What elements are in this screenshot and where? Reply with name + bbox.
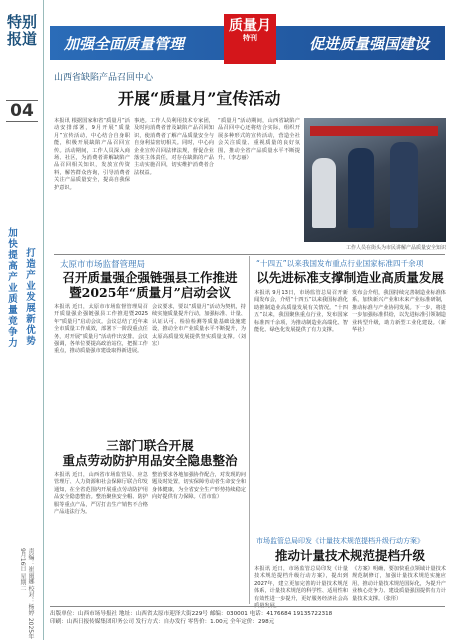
logo-text: 质量月 xyxy=(229,18,271,34)
article4-column-1: 本报讯 9月13日，市场监管总局召开新闻发布会，介绍“十四五”以来我国标准化助推制造业高质量发展有关情况。“十四五”以来，我国聚焦重点行业，发布国家标准四千余项，为推动制造业高端化、智能化、绿色化发展提供了有力支撑。 xyxy=(254,290,348,334)
article5-kicker: 市场监管总局印发《计量技术规范提档升级行动方案》 xyxy=(256,537,424,545)
page-footer xyxy=(50,606,445,626)
article2-title-line1: 召开质量强企强链强县工作推进 xyxy=(62,270,238,285)
article1-photo xyxy=(304,118,446,242)
article1-column-3: “质量月”活动期间，山西省缺陷产品召回中心还将结合实际，组织开展多种形式的宣传活动，营造全社会关注质量、重视质量的良好氛围，推动全省产品质量水平不断提升。（李志丽） xyxy=(218,118,300,162)
article3-title xyxy=(54,438,246,468)
article5-column-2: 《方案》明确，要加快重点领域计量技术规范制修订，加强计量技术规范实施应用，推动计量技术规范国际化，为提升产业核心竞争力、建设质量强国提供有力计量技术支撑。（张彤） xyxy=(352,566,446,602)
section-label: 特别报道 xyxy=(6,13,37,48)
article2-title-line2: 暨2025年“质量月”启动会议 xyxy=(69,285,231,300)
article3-column-2: 整治要求各地加强协作配合，对发现的问题及时处置，切实保障劳动者生命安全和身体健康，为全省安全生产形势持续稳定向好提供有力保障。（晋市监） xyxy=(152,472,246,501)
article2-title xyxy=(54,270,246,300)
photo-person-shape xyxy=(390,142,418,228)
article4-title: 以先进标准支撑制造业高质量发展 xyxy=(256,270,444,285)
photo-person-shape xyxy=(312,158,336,228)
photo-person-shape xyxy=(348,148,374,228)
banner-slogan-left: 加强全面质量管理 xyxy=(64,35,185,53)
article1-column-1: 本报讯 根据国家和省“质量月”活动安排部署，9月开展“质量月”宣传活动，中心结合自身职能，积极开展缺陷产品召回宣传。活动期间，工作人员深入商场、社区，为消费者讲解缺陷产品召回相关知识，发放宣传资料，解答群众咨询，引导消费者关注产品质量安全，提高自我保护意识。 xyxy=(54,118,130,191)
left-rail xyxy=(0,0,44,640)
article1-column-2: 事迹。工作人员利用技术专家团，及时向消费者普及缺陷产品召回知识，使消费者了解产品质量安全与自身利益密切相关。同时，中心向企业宣传召回法律法规，督促企业落实主体责任，对存在缺陷的产品主动实施召回，切实维护消费者合法权益。 xyxy=(134,118,214,176)
article2-kicker: 太原市市场监督管理局 xyxy=(60,260,146,270)
article2-column-1: 本报讯 近日，太原市市场监督管理局召开质量强企强链强县工作推进暨2025年“质量月”启动会议。会议总结了近年来全市质量工作成效，部署下一阶段重点任务，对开展“质量月”活动作出安排。会议强调，各单位要提高政治站位，把握工作重点，推动质量强市建设取得新进展。 xyxy=(54,304,148,355)
article3-title-line2: 重点劳动防护用品安全隐患整治 xyxy=(62,453,238,468)
section-divider xyxy=(54,254,445,255)
slogan-column-1: 加快提高产业质量竞争力 xyxy=(8,228,18,349)
photo-caption: 工作人员在街头为市民讲解产品质量安全知识 xyxy=(345,245,446,251)
column-divider xyxy=(249,256,250,604)
article3-column-1: 本报讯 近日，山西省市场监管局、应急管理厅、人力资源和社会保障厅联合印发通知，在全省范围内开展重点劳动防护用品安全隐患整治。整治聚焦安全帽、防护服等重点产品，严厉打击生产销售不合格产品违法行为。 xyxy=(54,472,148,516)
article1-title: 开展“质量月”宣传活动 xyxy=(118,89,281,108)
article1-kicker: 山西省缺陷产品召回中心 xyxy=(54,73,154,83)
edition-meta: 责编：崔丽娜 校对：杨婷 2025年9月16日 星期二 xyxy=(19,548,34,640)
footer-line-1: 出版单位：山西市场导报社 地址：山西省太原市迎泽大街229号 邮编：030001 电话：4176684 19135722318 xyxy=(50,611,333,617)
article5-title: 推动计量技术规范提档升级 xyxy=(274,548,425,563)
logo-subtext: 特刊 xyxy=(243,34,257,42)
slogan-column-2: 打造产业发展新优势 xyxy=(26,248,36,347)
quality-month-logo xyxy=(224,14,276,64)
photo-banner-shape xyxy=(310,126,438,136)
article4-column-2: 发布会介绍，我国持续完善制造业标准体系，加快新兴产业和未来产业标准研制，推动标准与产业协同发展。下一步，将进一步加强标准供给，以先进标准引领制造业转型升级，助力新型工业化建设。（新华社） xyxy=(352,290,446,334)
article3-title-line1: 三部门联合开展 xyxy=(106,438,194,453)
banner-slogan-right: 促进质量强国建设 xyxy=(308,35,429,53)
article4-kicker: “十四五”以来我国发布重点行业国家标准四千余项 xyxy=(256,259,424,268)
article2-column-2: 会议要求，要以“质量月”活动为契机，持续实施质量提升行动，加强标准、计量、认证认可、检验检测等质量基础设施建设，推动全市产业质量水平不断提升，为太原高质量发展提供坚实质量支撑。（刘宏） xyxy=(152,304,246,348)
footer-line-2: 印刷：山西日报传媒集团印务公司 发行方式：自办发行 零售价：1.00元 全年定价：298元 xyxy=(50,619,275,625)
article5-column-1: 本报讯 近日，市场监管总局印发《计量技术规范提档升级行动方案》，提出到2027年，建立更加完善的计量技术规范体系，计量技术规范的科学性、适用性和有效性进一步提升，更好服务经济社会高质量发展。 xyxy=(254,566,348,610)
page-number: 04 xyxy=(6,100,38,122)
